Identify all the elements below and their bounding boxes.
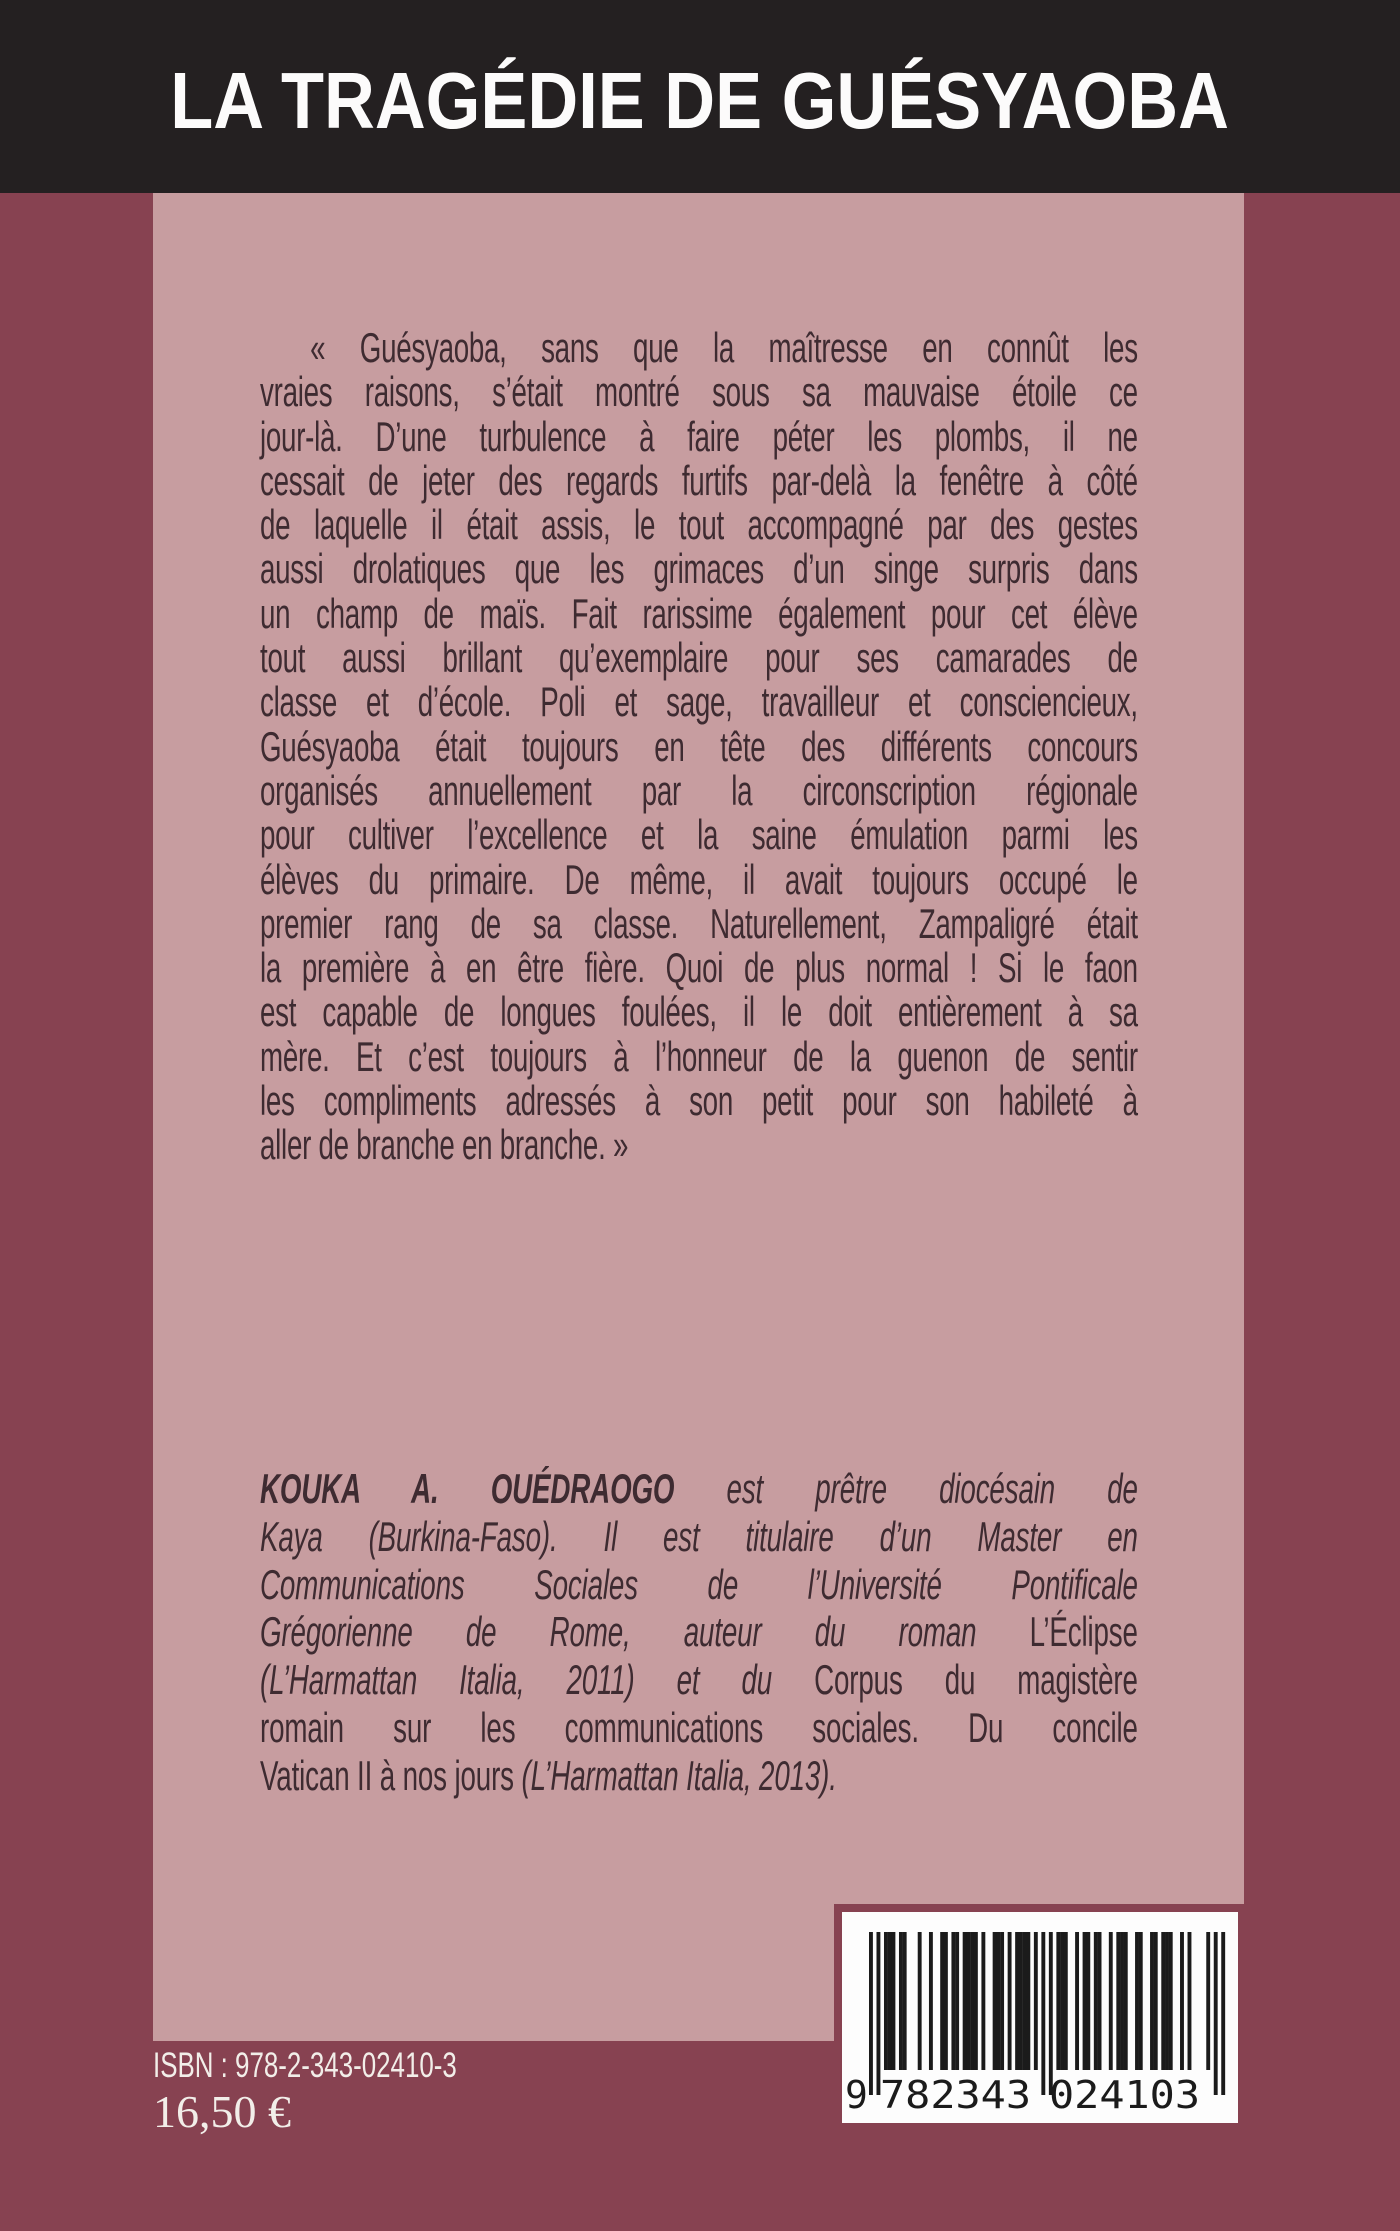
quote-line: la première à en être fière. Quoi de plus normal ! Si le faon (260, 944, 1138, 992)
author-bio-block (260, 1465, 1138, 1800)
quote-line: de laquelle il était assis, le tout accompagné par des gestes (260, 501, 1138, 549)
barcode-digits: 782343 (880, 2073, 1031, 2117)
bio-text-segment: Communications Sociales de l’Université Pontificale (260, 1560, 1138, 1608)
bio-text-segment: (L’Harmattan Italia, 2013). (521, 1751, 837, 1799)
quote-line: « Guésyaoba, sans que la maîtresse en connût les (310, 324, 1138, 371)
quote-line: classe et d’école. Poli et sage, travailleur et consciencieux, (260, 678, 1138, 726)
bio-text-segment: est prêtre diocésain de (674, 1465, 1138, 1512)
bio-line (260, 1656, 1138, 1704)
content-panel (153, 193, 1244, 2041)
quote-line: cessait de jeter des regards furtifs par-delà la fenêtre à côté (260, 456, 1138, 504)
quote-line: un champ de maïs. Fait rarissime également pour cet élève (260, 589, 1138, 637)
title-band (0, 0, 1400, 193)
bio-line (260, 1513, 1138, 1561)
quote-line: élèves du primaire. De même, il avait toujours occupé le (260, 855, 1138, 903)
barcode-digits: 9 (845, 2073, 868, 2117)
quote-line: mère. Et c’est toujours à l’honneur de la guenon de sentir (260, 1032, 1138, 1080)
ean13-barcode-svg (842, 1912, 1238, 2123)
quote-line: aller de branche en branche. » (260, 1121, 629, 1169)
bio-line (260, 1465, 1138, 1513)
bio-text-segment: Grégorienne de Rome, auteur du roman (260, 1608, 1030, 1656)
quote-line: vraies raisons, s’était montré sous sa mauvaise étoile ce (260, 368, 1138, 416)
quote-line: organisés annuellement par la circonscription régionale (260, 766, 1138, 814)
barcode-frame (834, 1904, 1246, 2131)
quote-line: tout aussi brillant qu’exemplaire pour ses camarades de (260, 634, 1138, 682)
quote-line: les compliments adressés à son petit pour son habileté à (260, 1077, 1138, 1125)
price-label: 16,50 € (153, 2086, 291, 2137)
bio-text-segment: KOUKA A. OUÉDRAOGO (260, 1465, 675, 1512)
bio-text-segment: L’Éclipse (1029, 1608, 1138, 1656)
bio-text-segment: Vatican II à nos jours (260, 1751, 522, 1799)
barcode-digits: 024103 (1049, 2073, 1200, 2117)
isbn-label: ISBN : 978-2-343-02410-3 (153, 2046, 457, 2085)
book-title: LA TRAGÉDIE DE GUÉSYAOBA (170, 55, 1230, 145)
bio-line (260, 1608, 1138, 1656)
bio-text-segment: romain sur les communications sociales. Du concile (260, 1703, 1138, 1751)
bio-text-segment: Kaya (Burkina-Faso). Il est titulaire d’un Master en (260, 1512, 1138, 1560)
quote-line: premier rang de sa classe. Naturellement, Zampaligré était (260, 899, 1138, 947)
bio-text-segment: (L’Harmattan Italia, 2011) et du (260, 1656, 815, 1704)
quote-line: Guésyaoba était toujours en tête des différents concours (260, 722, 1138, 770)
bio-text-segment: Corpus du magistère (814, 1656, 1138, 1704)
quote-block (260, 326, 1138, 1168)
bio-line (260, 1752, 1138, 1800)
quote-line: aussi drolatiques que les grimaces d’un singe surpris dans (260, 545, 1138, 593)
quote-line: jour-là. D’une turbulence à faire péter les plombs, il ne (260, 412, 1138, 460)
ean13-barcode (842, 1912, 1238, 2123)
quote-line: pour cultiver l’excellence et la saine émulation parmi les (260, 811, 1138, 859)
bio-line (260, 1561, 1138, 1609)
quote-line: est capable de longues foulées, il le doit entièrement à sa (260, 988, 1138, 1036)
bio-line (260, 1704, 1138, 1752)
